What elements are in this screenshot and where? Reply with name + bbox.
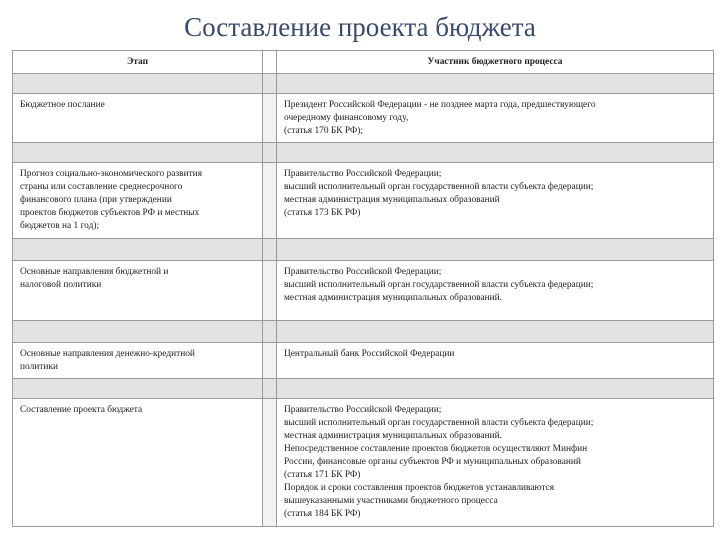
participant-cell bbox=[277, 399, 714, 527]
stage-cell bbox=[13, 343, 263, 379]
gap-row bbox=[13, 321, 714, 343]
separator-cell bbox=[263, 399, 277, 527]
table-row bbox=[13, 399, 714, 527]
header-participant: Участник бюджетного процесса bbox=[277, 51, 714, 74]
stage-line: финансового плана (при утверждении bbox=[20, 195, 172, 205]
participant-line: вышеуказанными участниками бюджетного процесса bbox=[284, 496, 498, 506]
gap-cell bbox=[13, 379, 263, 399]
participant-line: (статья 173 БК РФ) bbox=[284, 208, 361, 218]
gap-cell bbox=[263, 239, 277, 261]
table-row bbox=[13, 343, 714, 379]
participant-line: местная администрация муниципальных образований bbox=[284, 195, 500, 205]
gap-row bbox=[13, 143, 714, 163]
participant-line: (статья 171 БК РФ) bbox=[284, 470, 361, 480]
stage-line: налоговой политики bbox=[20, 280, 102, 290]
stage-line: Основные направления бюджетной и bbox=[20, 267, 169, 277]
participant-line: Правительство Российской Федерации; bbox=[284, 169, 442, 179]
participant-line: Правительство Российской Федерации; bbox=[284, 267, 442, 277]
gap-cell bbox=[277, 239, 714, 261]
gap-cell bbox=[263, 143, 277, 163]
gap-cell bbox=[277, 143, 714, 163]
page-title: Составление проекта бюджета bbox=[184, 12, 536, 42]
stage-line: Составление проекта бюджета bbox=[20, 405, 143, 415]
gap-row bbox=[13, 239, 714, 261]
stage-line: политики bbox=[20, 362, 58, 372]
stage-line: бюджетов на 1 год); bbox=[20, 221, 100, 231]
separator-cell bbox=[263, 94, 277, 143]
gap-cell bbox=[277, 74, 714, 94]
gap-cell bbox=[13, 321, 263, 343]
stage-cell bbox=[13, 163, 263, 239]
header-stage: Этап bbox=[13, 51, 263, 74]
gap-cell bbox=[13, 239, 263, 261]
table-row bbox=[13, 163, 714, 239]
participant-line: высший исполнительный орган государственной власти субъекта федерации; bbox=[284, 280, 594, 290]
gap-cell bbox=[277, 379, 714, 399]
participant-cell bbox=[277, 163, 714, 239]
table-row bbox=[13, 94, 714, 143]
participant-line: Непосредственное составление проектов бюджетов осуществляют Минфин bbox=[284, 444, 588, 454]
gap-cell bbox=[13, 74, 263, 94]
table-body bbox=[13, 74, 714, 527]
stage-cell bbox=[13, 399, 263, 527]
stage-line: Прогноз социально-экономического развития bbox=[20, 169, 203, 179]
participant-line: очередному финансовому году, bbox=[284, 113, 409, 123]
stage-line: Основные направления денежно-кредитной bbox=[20, 349, 195, 359]
participant-line: (статья 170 БК РФ); bbox=[284, 126, 364, 136]
participant-line: местная администрация муниципальных образований. bbox=[284, 431, 502, 441]
stage-line: Бюджетное послание bbox=[20, 100, 105, 110]
table-row bbox=[13, 261, 714, 321]
stage-line: страны или составление среднесрочного bbox=[20, 182, 183, 192]
participant-line: Президент Российской Федерации - не позднее марта года, предшествующего bbox=[284, 100, 596, 110]
stage-cell bbox=[13, 94, 263, 143]
stage-cell bbox=[13, 261, 263, 321]
participant-line: местная администрация муниципальных образований. bbox=[284, 293, 502, 303]
separator-cell bbox=[263, 343, 277, 379]
separator-cell bbox=[263, 163, 277, 239]
participant-line: высший исполнительный орган государственной власти субъекта федерации; bbox=[284, 418, 594, 428]
gap-row bbox=[13, 74, 714, 94]
gap-cell bbox=[13, 143, 263, 163]
participant-line: (статья 184 БК РФ) bbox=[284, 509, 361, 519]
stage-line: проектов бюджетов субъектов РФ и местных bbox=[20, 208, 200, 218]
separator-cell bbox=[263, 261, 277, 321]
gap-cell bbox=[263, 321, 277, 343]
gap-cell bbox=[263, 379, 277, 399]
budget-table bbox=[12, 50, 714, 527]
participant-cell bbox=[277, 261, 714, 321]
participant-line: Правительство Российской Федерации; bbox=[284, 405, 442, 415]
participant-line: Порядок и сроки составления проектов бюджетов устанавливаются bbox=[284, 483, 555, 493]
participant-line: России, финансовые органы субъектов РФ и муниципальных образований bbox=[284, 457, 581, 467]
participant-line: Центральный банк Российской Федерации bbox=[284, 349, 455, 359]
gap-row bbox=[13, 379, 714, 399]
header-separator bbox=[263, 51, 277, 74]
gap-cell bbox=[277, 321, 714, 343]
participant-cell bbox=[277, 94, 714, 143]
participant-line: высший исполнительный орган государственной власти субъекта федерации; bbox=[284, 182, 594, 192]
gap-cell bbox=[263, 74, 277, 94]
participant-cell bbox=[277, 343, 714, 379]
